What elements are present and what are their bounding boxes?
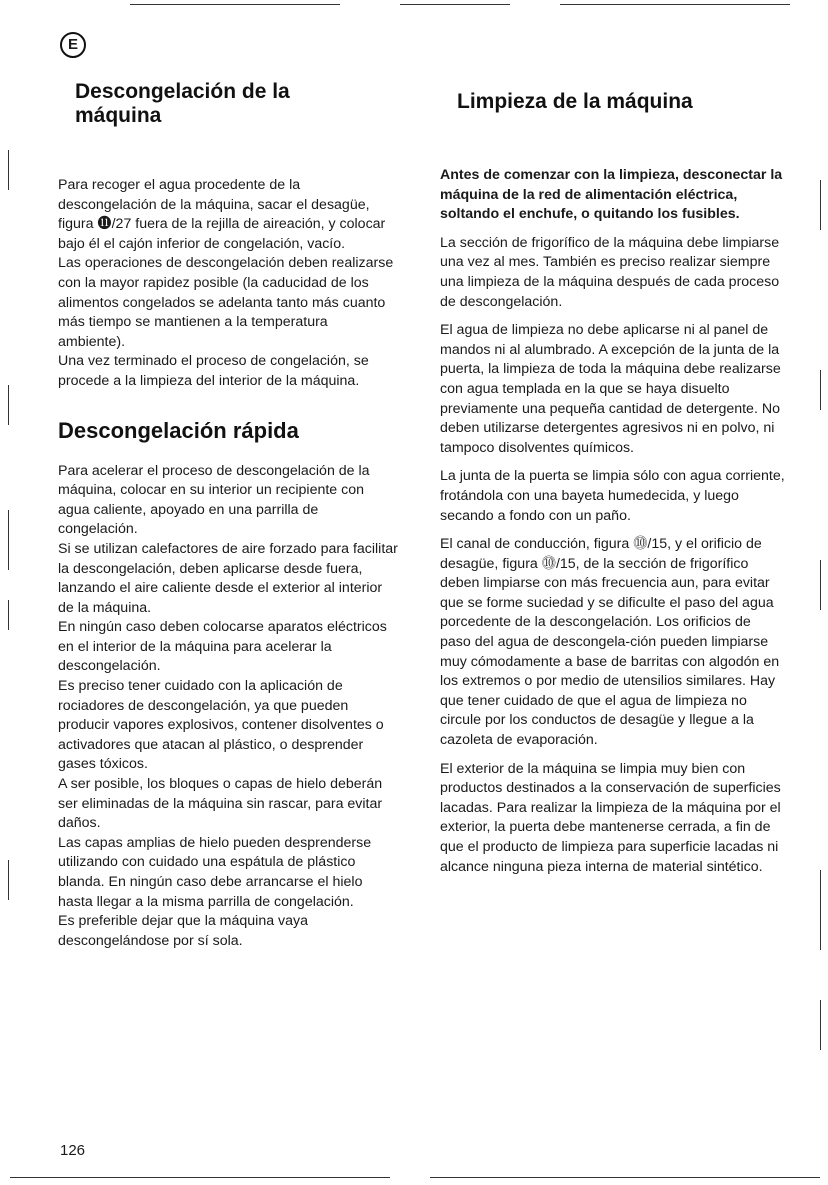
section-heading-descongelacion: Descongelación de la máquina bbox=[75, 80, 290, 127]
paragraph: Es preferible dejar que la máquina vaya descongelándose por sí sola. bbox=[58, 913, 309, 949]
paragraph: Las capas amplias de hielo pueden desprenderse utilizando con cuidado una espátula de plástico blanda. En ningún caso debe arrancarse el hielo hasta llegar a la misma parrilla de congelación. bbox=[58, 834, 372, 910]
margin-mark bbox=[8, 600, 9, 630]
margin-mark bbox=[820, 180, 821, 230]
paragraph: La sección de frigorífico de la máquina debe limpiarse una vez al mes. También es preciso realizar siempre una limpieza de la máquina después de cada proceso de descongelación. bbox=[440, 234, 780, 310]
paragraph: El agua de limpieza no debe aplicarse ni al panel de mandos ni al alumbrado. A excepción de la junta de la puerta, la limpieza de toda la máquina debe realizarse con agua templada en la que se haya disuelto previamente una pequeña cantidad de detergente. No deben utilizarse detergentes agresivos ni en polvo, ni tampoco disolventes químicos. bbox=[440, 322, 781, 456]
paragraph: A ser posible, los bloques o capas de hielo deberán ser eliminadas de la máquina sin rascar, para evitar daños. bbox=[58, 776, 383, 832]
paragraph: El exterior de la máquina se limpia muy bien con productos destinados a la conservación de superficies lacadas. Para realizar la limpieza de la máquina por el exterior, la puerta debe mantenerse cerrada, a fin de que el producto de limpieza para superficie lacadas ni alcance ninguna pieza interna de material sintético. bbox=[440, 760, 781, 875]
top-rule bbox=[400, 4, 510, 5]
paragraph: En ningún caso deben colocarse aparatos eléctricos en el interior de la máquina para acelerar la descongelación. bbox=[58, 619, 387, 675]
margin-mark bbox=[820, 560, 821, 610]
section-heading-limpieza: Limpieza de la máquina bbox=[457, 90, 693, 113]
language-badge: E bbox=[60, 32, 86, 58]
paragraph: Para acelerar el proceso de descongelación de la máquina, colocar en su interior un recipiente con agua caliente, apoyado en una parrilla de congelación. bbox=[58, 462, 370, 538]
page-number: 126 bbox=[60, 1142, 86, 1159]
paragraph: Para recoger el agua procedente de la descongelación de la máquina, sacar el desagüe, figura ⓫/27 fuera de la rejilla de aireación, y colocar bajo él el cajón inferior de congelación, vacío. bbox=[58, 177, 386, 252]
paragraph: El canal de conducción, figura ⓾/15, y el orificio de desagüe, figura ⓾/15, de la sección de frigorífico deben limpiarse con más frecuencia aun, para evitar que se forme suciedad y se dificulte el paso del agua porcedente de la descongelación. Los orificios de paso del agua de descongela-ción pueden limpiarse muy cómodamente a base de barritas con algodón en los extremos o por medio de utensilios similares. Hay que tener cuidado de que el agua de limpieza no circule por los conductos de desagüe y llegue a la cazoleta de evaporación. bbox=[440, 536, 780, 749]
margin-mark bbox=[820, 870, 821, 950]
left-column bbox=[58, 80, 398, 951]
margin-mark bbox=[8, 860, 9, 900]
margin-mark bbox=[8, 150, 9, 190]
paragraph: Si se utilizan calefactores de aire forzado para facilitar la descongelación, deben aplicarse desde fuera, lanzando el aire caliente desde el exterior al interior de la máquina. bbox=[58, 540, 398, 616]
warning-paragraph: Antes de comenzar con la limpieza, desconectar la máquina de la red de alimentación eléctrica, soltando el enchufe, o quitando los fusibles. bbox=[440, 167, 783, 223]
bottom-rule bbox=[430, 1177, 820, 1178]
paragraph: Es preciso tener cuidado con la aplicación de rociadores de descongelación, ya que pueden producir vapores explosivos, contener disolventes o activadores que atacan al plástico, o desprender gases tóxicos. bbox=[58, 678, 384, 773]
top-rule bbox=[560, 4, 790, 5]
margin-mark bbox=[8, 385, 9, 425]
margin-mark bbox=[820, 1000, 821, 1050]
bottom-rule bbox=[10, 1177, 390, 1178]
subheading-descongelacion-rapida: Descongelación rápida bbox=[58, 417, 299, 443]
paragraph: La junta de la puerta se limpia sólo con agua corriente, frotándola con una bayeta humedecida, y luego secando a fondo con un paño. bbox=[440, 468, 785, 524]
margin-mark bbox=[8, 510, 9, 570]
paragraph: Las operaciones de descongelación deben realizarse con la mayor rapidez posible (la caducidad de los alimentos congelados se adelanta tanto más cuanto más tiempo se mantienen a la temperatura ambiente). bbox=[58, 255, 394, 350]
paragraph: Una vez terminado el proceso de congelación, se procede a la limpieza del interior de la máquina. bbox=[58, 353, 369, 389]
right-column bbox=[440, 90, 785, 877]
top-rule bbox=[130, 4, 340, 5]
margin-mark bbox=[820, 370, 821, 410]
